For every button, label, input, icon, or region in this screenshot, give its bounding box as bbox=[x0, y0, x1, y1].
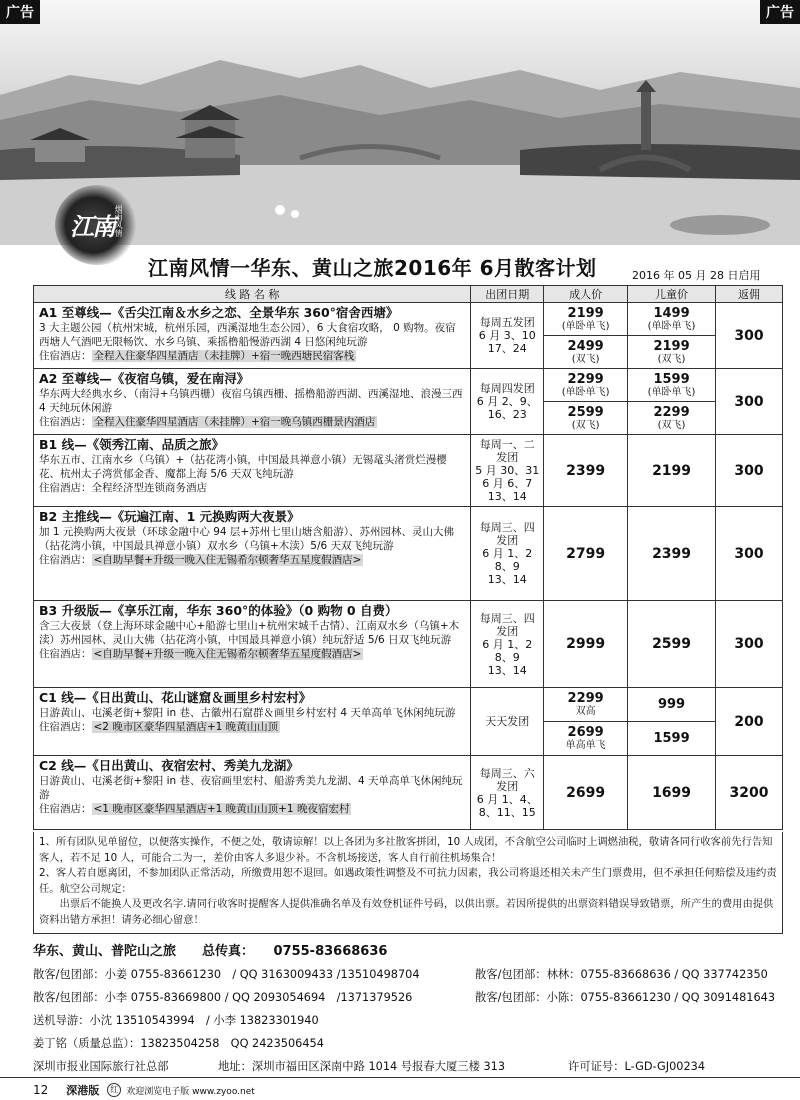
price-value: 2599 bbox=[567, 404, 604, 420]
ad-label-right: 广告 bbox=[760, 0, 800, 24]
hotel-label: 住宿酒店： bbox=[39, 482, 92, 494]
table-row bbox=[34, 688, 783, 722]
date-line: 6 月 1、4、 bbox=[476, 792, 538, 806]
terms-notes bbox=[33, 832, 783, 934]
adult-price-cell: 2699 bbox=[544, 756, 628, 830]
route-desc: 加 1 元换购两大夜景（环球金融中心 94 层+苏州七里山塘含船游）、苏州园林、灵山大佛（拈花湾小镇，中国最具禅意小镇）双水乡（乌镇+木渎）5/6 天双飞纯玩游 bbox=[39, 526, 454, 552]
date-line: 6 月 2、9、 bbox=[476, 395, 538, 408]
route-desc: 3 大主题公园（杭州宋城，杭州乐园，西溪湿地生态公园），6 大食宿攻略， 0 购物。夜宿西塘人气酒吧无限畅饮、水乡乌镇、乘摇橹船慢游西湖 4 日悠闲纯玩游 bbox=[39, 322, 456, 348]
route-hotel bbox=[39, 553, 465, 567]
hotel-label: 住宿酒店： bbox=[39, 350, 92, 362]
price-note: (双飞) bbox=[571, 419, 600, 431]
price-value: 2299 bbox=[567, 371, 604, 387]
date-line: 6 月 1、2 bbox=[482, 547, 533, 560]
date-line: 6 月 1、2 bbox=[482, 637, 533, 651]
contact-line: 散客/包团部：林林：0755-83668636 / QQ 337742350 bbox=[475, 968, 768, 981]
date-line: 每周三、四 bbox=[479, 521, 535, 534]
contact-heading: 华东、黄山、普陀山之旅 总传真： 0755-83668636 bbox=[33, 944, 388, 959]
child-price-cell bbox=[628, 688, 716, 722]
effective-date: 2016 年 05 月 28 日启用 bbox=[632, 269, 761, 282]
rebate-cell: 300 bbox=[716, 369, 783, 435]
date-line: 8、9 bbox=[494, 650, 520, 664]
contact-line: 姜丁铭（质量总监）：13823504258 QQ 2423506454 bbox=[33, 1037, 324, 1050]
child-price-cell: 1699 bbox=[628, 756, 716, 830]
hotel-value: <1 晚市区豪华四星酒店+1 晚黄山山顶+1 晚夜宿宏村 bbox=[93, 803, 350, 815]
price-note: (双飞) bbox=[657, 353, 686, 365]
hotel-value: 全程入住豪华四星酒店（未挂牌）+宿一晚西塘民宿客栈 bbox=[93, 350, 355, 362]
table-row bbox=[34, 303, 783, 336]
date-line: 每周一、二 bbox=[479, 438, 535, 451]
price-note: (单卧单飞) bbox=[647, 386, 696, 398]
date-line: 5 月 30、31 bbox=[475, 464, 540, 477]
route-hotel bbox=[39, 647, 465, 661]
note-paragraph: 1、所有团队见单留位，以便落实操作，不便之处，敬请谅解！以上各团为多社散客拼团，10 人成团，不含航空公司临时上调燃油税，敬请各同行收客前先行告知客人，若不足 10 人，可能合二为一，差价由客人多退少补。不含机场接送，客人自行前往机场集合！ bbox=[39, 836, 773, 864]
hotel-label: 住宿酒店： bbox=[39, 721, 92, 733]
route-cell bbox=[34, 435, 471, 507]
table-row bbox=[34, 601, 783, 688]
child-price-cell bbox=[628, 369, 716, 402]
date-line: 17、24 bbox=[487, 342, 527, 355]
license-number: 许可证号：L-GD-GJ00234 bbox=[568, 1060, 706, 1073]
date-line: 发团 bbox=[496, 624, 519, 638]
price-value: 1599 bbox=[653, 371, 690, 387]
table-body bbox=[34, 303, 783, 830]
route-desc: 华东五市、江南水乡（乌镇）+（拈花湾小镇，中国最具禅意小镇）无锡鼋头渚赏烂漫樱花、杭州太子湾赏郁金香、魔都上海 5/6 天双飞纯玩游 bbox=[39, 454, 447, 480]
dates-cell bbox=[471, 435, 544, 507]
route-title: C2 线—《日出黄山、夜宿宏村、秀美九龙湖》 bbox=[39, 758, 299, 773]
jiangnan-logo bbox=[55, 185, 140, 265]
dates-cell bbox=[471, 369, 544, 435]
route-cell bbox=[34, 303, 471, 369]
route-title: B3 升级版—《享乐江南，华东 360°的体验》（0 购物 0 自费） bbox=[39, 603, 398, 618]
route-desc: 日游黄山、屯溪老街+黎阳 in 巷、夜宿画里宏村、船游秀美九龙湖、4 天单高单飞休闲纯玩游 bbox=[39, 775, 463, 801]
hotel-value: 全程入住豪华四星酒店（未挂牌）+宿一晚乌镇西栅景内酒店 bbox=[93, 416, 376, 428]
route-desc: 华东两大经典水乡、（南浔+乌镇西栅）夜宿乌镇西栅、摇橹船游西湖、西溪湿地、浪漫三西 4 天纯玩休闲游 bbox=[39, 388, 463, 414]
rebate-cell: 200 bbox=[716, 688, 783, 756]
route-hotel bbox=[39, 349, 465, 363]
adult-price-cell: 2399 bbox=[544, 435, 628, 507]
route-desc: 含三大夜景（登上海环球金融中心+船游七里山+杭州宋城千古情）、江南双水乡（乌镇+木渎）苏州园林、灵山大佛（拈花湾小镇，中国最具禅意小镇）纯玩舒适 5/6 日双飞纯玩游 bbox=[39, 620, 460, 646]
child-price-cell: 2599 bbox=[628, 601, 716, 688]
date-line: 13、14 bbox=[487, 490, 527, 503]
child-price-cell bbox=[628, 336, 716, 369]
contact-line: 散客/包团部：小李 0755-83669800 / QQ 2093054694 /1371379526 bbox=[33, 991, 413, 1004]
route-cell bbox=[34, 369, 471, 435]
date-line: 天天发团 bbox=[485, 715, 530, 728]
date-line: 13、14 bbox=[487, 663, 527, 677]
child-price-cell: 2199 bbox=[628, 435, 716, 507]
price-value: 1499 bbox=[653, 305, 690, 321]
hotel-value: <2 晚市区豪华四星酒店+1 晚黄山山顶 bbox=[93, 721, 279, 733]
dates-cell bbox=[471, 507, 544, 601]
route-title: C1 线—《日出黄山、花山谜窟＆画里乡村宏村》 bbox=[39, 690, 312, 705]
edition-label: 深港版 bbox=[66, 1084, 100, 1097]
logo-small-text: 烟雨风情 bbox=[114, 205, 123, 237]
header-route: 线 路 名 称 bbox=[34, 286, 471, 303]
route-title: B1 线—《领秀江南、品质之旅》 bbox=[39, 437, 225, 452]
table-row bbox=[34, 369, 783, 402]
price-note: (单卧单飞) bbox=[647, 320, 696, 332]
price-value: 2699 bbox=[567, 725, 604, 740]
adult-price-cell bbox=[544, 369, 628, 402]
date-line: 13、14 bbox=[487, 573, 527, 586]
ad-label-left: 广告 bbox=[0, 0, 40, 24]
header-rebate: 返佣 bbox=[716, 286, 783, 303]
contact-line: 送机导游：小沈 13510543994 / 小李 13823301940 bbox=[33, 1014, 319, 1027]
hotel-value: <自助早餐+升级一晚入住无锡希尔顿奢华五星度假酒店> bbox=[93, 648, 362, 660]
logo-text: 江南 bbox=[70, 212, 114, 241]
adult-price-cell: 2999 bbox=[544, 601, 628, 688]
route-desc: 日游黄山、屯溪老街+黎阳 in 巷、古徽州石窟群＆画里乡村宏村 4 天单高单飞休闲纯玩游 bbox=[39, 707, 456, 719]
date-line: 发团 bbox=[496, 779, 519, 793]
page-footer bbox=[33, 1082, 255, 1098]
adult-price-cell bbox=[544, 402, 628, 435]
rebate-cell: 300 bbox=[716, 507, 783, 601]
price-value: 2199 bbox=[567, 305, 604, 321]
note-paragraph: 2、客人若自愿离团，不参加团队正常活动，所缴费用恕不退回。如遇政策性调整及不可抗力因素，我公司将退还相关未产生门票费用，但不承担任何赔偿及违约责任。航空公司规定： bbox=[39, 867, 777, 895]
price-value: 2199 bbox=[653, 338, 690, 354]
hotel-label: 住宿酒店： bbox=[39, 554, 92, 566]
rebate-cell: 300 bbox=[716, 303, 783, 369]
date-line: 每周三、六 bbox=[479, 766, 535, 780]
table-row bbox=[34, 756, 783, 830]
date-line: 每周四发团 bbox=[479, 382, 535, 395]
price-note: (双飞) bbox=[657, 419, 686, 431]
price-note: 单高单飞 bbox=[565, 740, 606, 751]
header-adult-price: 成人价 bbox=[544, 286, 628, 303]
route-title: B2 主推线—《玩遍江南、1 元换购两大夜景》 bbox=[39, 509, 300, 524]
date-line: 6 月 6、7 bbox=[482, 477, 533, 490]
route-cell bbox=[34, 688, 471, 756]
price-note: 双高 bbox=[575, 706, 596, 717]
price-note: (双飞) bbox=[571, 353, 600, 365]
price-value: 2499 bbox=[567, 338, 604, 354]
hotel-label: 住宿酒店： bbox=[39, 416, 92, 428]
date-line: 8、11、15 bbox=[478, 805, 536, 819]
hotel-label: 住宿酒店： bbox=[39, 803, 92, 815]
child-price-cell: 2399 bbox=[628, 507, 716, 601]
route-hotel bbox=[39, 481, 465, 495]
price-note: (单卧单飞) bbox=[561, 386, 610, 398]
header-child-price: 儿童价 bbox=[628, 286, 716, 303]
date-line: 发团 bbox=[496, 534, 519, 547]
rebate-cell: 300 bbox=[716, 601, 783, 688]
agency-name: 深圳市报业国际旅行社总部 bbox=[33, 1060, 169, 1073]
date-line: 8、9 bbox=[494, 560, 520, 573]
date-line: 每周五发团 bbox=[479, 316, 535, 329]
contact-line: 散客/包团部：小姜 0755-83661230 / QQ 3163009433 /13510498704 bbox=[33, 968, 420, 981]
price-note: (单卧单飞) bbox=[561, 320, 610, 332]
header-dates: 出团日期 bbox=[471, 286, 544, 303]
route-hotel bbox=[39, 720, 465, 734]
price-value: 999 bbox=[657, 697, 686, 712]
child-price-cell bbox=[628, 402, 716, 435]
adult-price-cell bbox=[544, 336, 628, 369]
dates-cell bbox=[471, 303, 544, 369]
note-paragraph: 出票后不能换人及更改名字.请同行收客时提醒客人提供准确名单及有效登机证件号码，以供出票。若因所提供的出票资料错误导致错票，所产生的费用由提供资料出错方承担！请务必细心留意！ bbox=[39, 898, 774, 926]
price-value: 1599 bbox=[653, 731, 690, 746]
page-title: 江南风情一华东、黄山之旅2016年 6月散客计划 bbox=[148, 256, 597, 280]
date-line: 6 月 3、10 bbox=[478, 329, 536, 342]
price-value: 2299 bbox=[653, 404, 690, 420]
price-value: 2299 bbox=[567, 691, 604, 706]
hotel-value: <自助早餐+升级一晚入住无锡希尔顿奢华五星度假酒店> bbox=[93, 554, 362, 566]
rebate-cell: 300 bbox=[716, 435, 783, 507]
route-cell bbox=[34, 601, 471, 688]
tour-plan-table bbox=[33, 285, 783, 830]
route-cell bbox=[34, 756, 471, 830]
dates-cell bbox=[471, 688, 544, 756]
rebate-cell: 3200 bbox=[716, 756, 783, 830]
adult-price-cell: 2799 bbox=[544, 507, 628, 601]
adult-price-cell bbox=[544, 303, 628, 336]
agency-address: 地址：深圳市福田区深南中路 1014 号报春大厦三楼 313 bbox=[218, 1060, 506, 1073]
route-title: A1 至尊线—《舌尖江南＆水乡之恋、全景华东 360°宿舍西塘》 bbox=[39, 305, 399, 320]
hotel-value: 全程经济型连锁商务酒店 bbox=[91, 482, 207, 494]
date-line: 每周三、四 bbox=[479, 611, 535, 625]
table-row bbox=[34, 435, 783, 507]
page-number: 12 bbox=[33, 1083, 49, 1097]
route-hotel bbox=[39, 802, 465, 816]
dates-cell bbox=[471, 756, 544, 830]
footer-divider bbox=[0, 1077, 800, 1078]
route-title: A2 至尊线—《夜宿乌镇，爱在南浔》 bbox=[39, 371, 250, 386]
dates-cell bbox=[471, 601, 544, 688]
route-cell bbox=[34, 507, 471, 601]
date-line: 发团 bbox=[496, 451, 519, 464]
contact-line: 散客/包团部：小陈：0755-83661230 / QQ 3091481643 bbox=[475, 991, 776, 1004]
adult-price-cell bbox=[544, 722, 628, 756]
table-row bbox=[34, 507, 783, 601]
adult-price-cell bbox=[544, 688, 628, 722]
child-price-cell bbox=[628, 303, 716, 336]
table-header-row bbox=[34, 286, 783, 303]
website-link[interactable]: 欢迎浏览电子版 www.zyoo.net bbox=[126, 1086, 255, 1097]
child-price-cell bbox=[628, 722, 716, 756]
route-hotel bbox=[39, 415, 465, 429]
publication-badge-icon: 红 bbox=[107, 1083, 121, 1097]
date-line: 16、23 bbox=[487, 408, 527, 421]
hotel-label: 住宿酒店： bbox=[39, 648, 92, 660]
